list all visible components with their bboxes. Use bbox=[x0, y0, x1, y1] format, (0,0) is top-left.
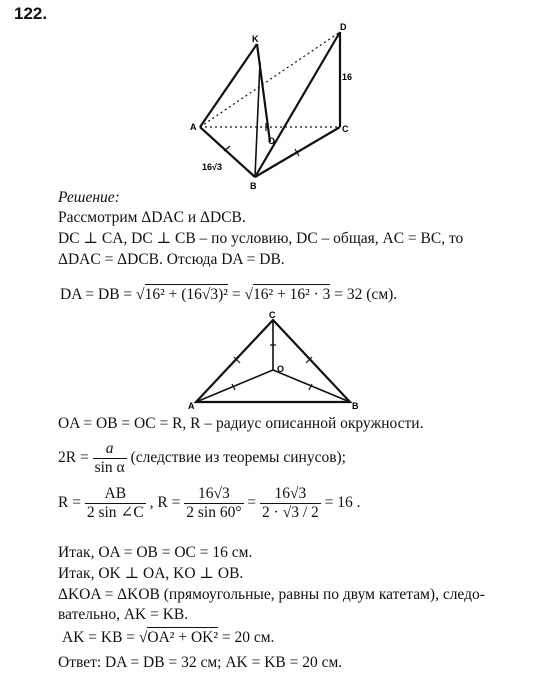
sine-theorem-note: (следствие из теоремы синусов); bbox=[130, 449, 346, 467]
text-line-1: Рассмотрим ΔDAC и ΔDCB. bbox=[58, 209, 246, 226]
edge-ad-hidden bbox=[200, 32, 340, 127]
label-c: C bbox=[342, 124, 349, 134]
frac-2sinc: 2 sin ∠C bbox=[86, 504, 144, 521]
label-b: B bbox=[250, 181, 257, 191]
label-c2: C bbox=[269, 310, 276, 320]
formula-r-eq: = bbox=[247, 494, 257, 512]
frac-2sin60: 2 sin 60° bbox=[186, 504, 242, 521]
formula-ak-kb-root: OA² + OK² bbox=[147, 629, 218, 646]
formula-da-db: DA = DB = √16² + (16√3)² = √16² + 16² · 3 = 32 (см). bbox=[60, 286, 398, 303]
formula-r-2: , R = bbox=[149, 494, 181, 512]
formula-da-db-root2: 16² + 16² · 3 bbox=[252, 286, 331, 303]
figure-pyramid bbox=[190, 22, 365, 192]
formula-da-db-root1: 16² + (16√3)² bbox=[144, 286, 228, 303]
label-ab-length: 16√3 bbox=[202, 162, 222, 172]
edge-ak bbox=[200, 44, 257, 127]
figure-triangle bbox=[188, 310, 368, 410]
formula-ak-kb-right: = 20 см. bbox=[221, 629, 275, 646]
text-line-11: вательно, AK = KB. bbox=[58, 606, 189, 623]
label-a2: A bbox=[188, 401, 195, 410]
edge-bc bbox=[255, 127, 340, 177]
formula-da-db-eq: = bbox=[231, 286, 241, 303]
label-b2: B bbox=[352, 401, 359, 410]
text-line-5: OA = OB = OC = R, R – радиус описанной окружности. bbox=[58, 415, 424, 432]
frac-16sqrt3-a: 16√3 bbox=[184, 485, 243, 504]
solution-heading: Решение: bbox=[58, 189, 120, 206]
frac-ab: AB bbox=[85, 485, 146, 504]
text-line-9: Итак, OK ⊥ OA, KO ⊥ OB. bbox=[58, 565, 244, 582]
label-dc-length: 16 bbox=[342, 72, 353, 82]
text-line-3: ΔDAC = ΔDCB. Отсюда DA = DB. bbox=[58, 251, 285, 268]
frac-a: a bbox=[93, 440, 127, 459]
formula-da-db-left: DA = DB = bbox=[60, 286, 133, 303]
answer-line: Ответ: DA = DB = 32 см; AK = KB = 20 см. bbox=[58, 654, 343, 671]
label-a: A bbox=[190, 122, 197, 132]
formula-radius bbox=[58, 485, 361, 522]
text-line-8: Итак, OA = OB = OC = 16 см. bbox=[58, 544, 253, 561]
label-k: K bbox=[252, 34, 259, 44]
formula-da-db-right: = 32 (см). bbox=[334, 286, 398, 303]
formula-sine-theorem bbox=[58, 440, 346, 477]
frac-2sqrt3half: 2 · √3 / 2 bbox=[262, 504, 319, 521]
formula-r-1: R = bbox=[58, 494, 81, 512]
frac-16sqrt3-b: 16√3 bbox=[260, 485, 321, 504]
label-d: D bbox=[340, 22, 347, 32]
formula-ak-kb-left: AK = KB = bbox=[62, 629, 136, 646]
text-line-2: DC ⊥ CA, DC ⊥ CB – по условию, DC – общая, AC = BC, то bbox=[58, 230, 464, 247]
formula-ak-kb: AK = KB = √OA² + OK² = 20 см. bbox=[62, 629, 275, 646]
edge-kb bbox=[255, 62, 260, 177]
formula-2r: 2R = bbox=[58, 449, 89, 467]
text-line-10: ΔKOA = ΔKOB (прямоугольные, равны по двум катетам), следо- bbox=[58, 586, 485, 603]
edge-bd bbox=[255, 32, 340, 177]
formula-r-result: = 16 . bbox=[324, 494, 361, 512]
segment-oa bbox=[196, 370, 273, 402]
label-o2: O bbox=[277, 364, 285, 374]
problem-number: 122. bbox=[14, 4, 48, 23]
frac-sin-alpha: sin α bbox=[94, 459, 125, 476]
label-o: O bbox=[268, 136, 276, 146]
